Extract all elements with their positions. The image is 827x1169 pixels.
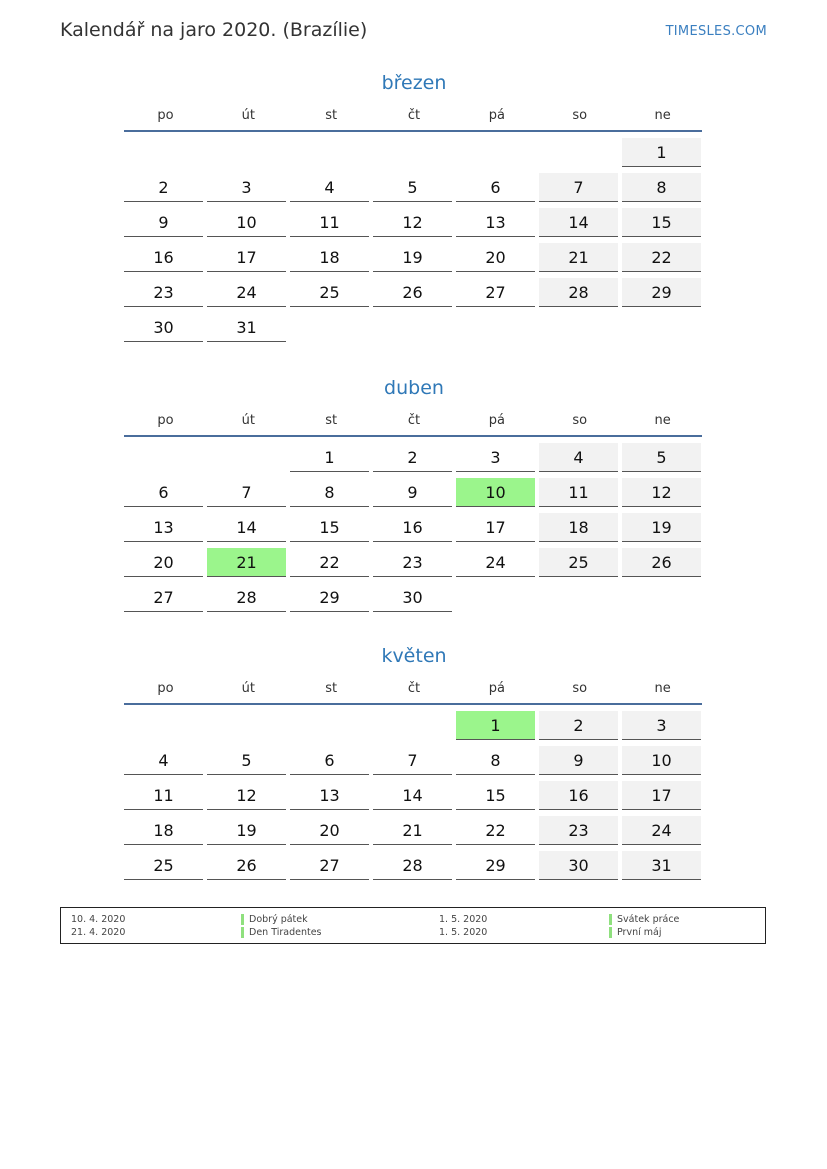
weekday-label: út [241, 108, 255, 123]
month-title: duben [384, 377, 444, 399]
weekday-label: so [572, 681, 588, 696]
day-cell: 13 [124, 513, 203, 542]
day-cell: 29 [456, 851, 535, 880]
day-cell: 2 [124, 173, 203, 202]
weekday-label: so [572, 413, 588, 428]
day-cell: 16 [373, 513, 452, 542]
weekday-label: po [157, 413, 174, 428]
holiday-marker-icon [241, 927, 244, 938]
weekday-label: čt [407, 681, 421, 696]
day-cell: 10 [207, 208, 286, 237]
day-cell: 25 [290, 278, 369, 307]
month-title: květen [381, 645, 447, 667]
day-cell: 17 [207, 243, 286, 272]
day-grid [124, 138, 704, 342]
day-cell: 10 [622, 746, 701, 775]
weekday-divider [124, 703, 702, 705]
day-cell: 15 [622, 208, 701, 237]
day-cell: 9 [124, 208, 203, 237]
day-cell: 21 [373, 816, 452, 845]
weekday-label: ne [654, 681, 671, 696]
weekday-label: st [325, 108, 338, 123]
day-cell: 16 [539, 781, 618, 810]
empty-cell [207, 443, 286, 472]
empty-cell [290, 138, 369, 167]
day-cell: 8 [290, 478, 369, 507]
day-cell: 23 [124, 278, 203, 307]
day-cell: 20 [290, 816, 369, 845]
weekday-label: čt [407, 108, 421, 123]
holiday-legend [60, 907, 766, 944]
day-cell: 13 [290, 781, 369, 810]
empty-cell [373, 711, 452, 740]
legend-date: 1. 5. 2020 [439, 927, 488, 938]
day-cell: 7 [207, 478, 286, 507]
weekday-label: st [325, 413, 338, 428]
day-cell: 9 [539, 746, 618, 775]
legend-date: 21. 4. 2020 [71, 927, 126, 938]
day-cell: 1 [456, 711, 535, 740]
day-cell: 31 [207, 313, 286, 342]
day-cell: 5 [207, 746, 286, 775]
day-cell: 3 [622, 711, 701, 740]
weekday-label: út [241, 681, 255, 696]
page-title: Kalendář na jaro 2020. (Brazílie) [60, 19, 368, 41]
weekday-label: ne [654, 413, 671, 428]
site-link[interactable]: TIMESLES.COM [665, 24, 767, 39]
day-cell: 28 [207, 583, 286, 612]
weekday-label: čt [407, 413, 421, 428]
day-cell: 4 [539, 443, 618, 472]
day-cell: 30 [373, 583, 452, 612]
day-cell: 1 [622, 138, 701, 167]
weekday-label: pá [488, 681, 505, 696]
holiday-marker-icon [609, 927, 612, 938]
empty-cell [290, 711, 369, 740]
legend-name: Svátek práce [617, 914, 680, 925]
legend-date: 1. 5. 2020 [439, 914, 488, 925]
weekday-header [124, 106, 704, 130]
day-cell: 5 [622, 443, 701, 472]
day-cell: 12 [373, 208, 452, 237]
day-cell: 24 [207, 278, 286, 307]
day-cell: 25 [124, 851, 203, 880]
day-cell: 30 [124, 313, 203, 342]
weekday-label: po [157, 108, 174, 123]
day-cell: 12 [622, 478, 701, 507]
month-march [124, 69, 704, 342]
weekday-label: út [241, 413, 255, 428]
day-cell: 6 [124, 478, 203, 507]
weekday-label: pá [488, 108, 505, 123]
day-cell: 10 [456, 478, 535, 507]
day-cell: 16 [124, 243, 203, 272]
legend-name: Den Tiradentes [249, 927, 322, 938]
day-cell: 14 [539, 208, 618, 237]
day-cell: 18 [539, 513, 618, 542]
month-april [124, 374, 704, 612]
legend-item [439, 913, 679, 926]
day-cell: 3 [456, 443, 535, 472]
day-cell: 19 [207, 816, 286, 845]
legend-name: První máj [617, 927, 662, 938]
day-cell: 26 [622, 548, 701, 577]
legend-date: 10. 4. 2020 [71, 914, 126, 925]
day-cell: 24 [456, 548, 535, 577]
empty-cell [124, 711, 203, 740]
legend-item [71, 926, 322, 939]
day-cell: 27 [290, 851, 369, 880]
day-cell: 5 [373, 173, 452, 202]
day-cell: 2 [539, 711, 618, 740]
day-cell: 22 [290, 548, 369, 577]
day-cell: 26 [373, 278, 452, 307]
day-cell: 18 [124, 816, 203, 845]
day-cell: 17 [456, 513, 535, 542]
day-cell: 31 [622, 851, 701, 880]
day-cell: 9 [373, 478, 452, 507]
empty-cell [207, 138, 286, 167]
day-cell: 1 [290, 443, 369, 472]
day-cell: 29 [290, 583, 369, 612]
day-cell: 8 [622, 173, 701, 202]
day-cell: 23 [539, 816, 618, 845]
day-cell: 20 [456, 243, 535, 272]
empty-cell [456, 138, 535, 167]
day-cell: 21 [539, 243, 618, 272]
empty-cell [124, 138, 203, 167]
day-cell: 15 [456, 781, 535, 810]
day-cell: 7 [373, 746, 452, 775]
day-cell: 27 [124, 583, 203, 612]
day-cell: 22 [456, 816, 535, 845]
holiday-marker-icon [241, 914, 244, 925]
day-cell: 7 [539, 173, 618, 202]
month-title: březen [381, 72, 447, 94]
day-cell: 30 [539, 851, 618, 880]
day-cell: 14 [207, 513, 286, 542]
day-cell: 28 [373, 851, 452, 880]
empty-cell [373, 138, 452, 167]
day-cell: 14 [373, 781, 452, 810]
weekday-label: po [157, 681, 174, 696]
day-cell: 17 [622, 781, 701, 810]
day-cell: 23 [373, 548, 452, 577]
day-cell: 11 [290, 208, 369, 237]
day-cell: 18 [290, 243, 369, 272]
day-cell: 29 [622, 278, 701, 307]
day-cell: 2 [373, 443, 452, 472]
day-cell: 20 [124, 548, 203, 577]
day-cell: 13 [456, 208, 535, 237]
day-cell: 11 [124, 781, 203, 810]
day-cell: 21 [207, 548, 286, 577]
day-cell: 24 [622, 816, 701, 845]
empty-cell [124, 443, 203, 472]
legend-item [439, 926, 662, 939]
empty-cell [539, 138, 618, 167]
day-cell: 11 [539, 478, 618, 507]
empty-cell [207, 711, 286, 740]
weekday-header [124, 411, 704, 435]
day-cell: 6 [456, 173, 535, 202]
day-cell: 27 [456, 278, 535, 307]
weekday-label: so [572, 108, 588, 123]
day-cell: 8 [456, 746, 535, 775]
weekday-label: st [325, 681, 338, 696]
day-cell: 22 [622, 243, 701, 272]
day-grid [124, 711, 704, 880]
day-cell: 26 [207, 851, 286, 880]
day-cell: 6 [290, 746, 369, 775]
day-cell: 19 [622, 513, 701, 542]
weekday-label: pá [488, 413, 505, 428]
month-may [124, 642, 704, 880]
legend-name: Dobrý pátek [249, 914, 308, 925]
day-cell: 15 [290, 513, 369, 542]
day-grid [124, 443, 704, 612]
day-cell: 12 [207, 781, 286, 810]
weekday-header [124, 679, 704, 703]
weekday-divider [124, 435, 702, 437]
day-cell: 4 [290, 173, 369, 202]
day-cell: 4 [124, 746, 203, 775]
day-cell: 3 [207, 173, 286, 202]
day-cell: 25 [539, 548, 618, 577]
holiday-marker-icon [609, 914, 612, 925]
legend-item [71, 913, 308, 926]
weekday-label: ne [654, 108, 671, 123]
day-cell: 19 [373, 243, 452, 272]
weekday-divider [124, 130, 702, 132]
day-cell: 28 [539, 278, 618, 307]
